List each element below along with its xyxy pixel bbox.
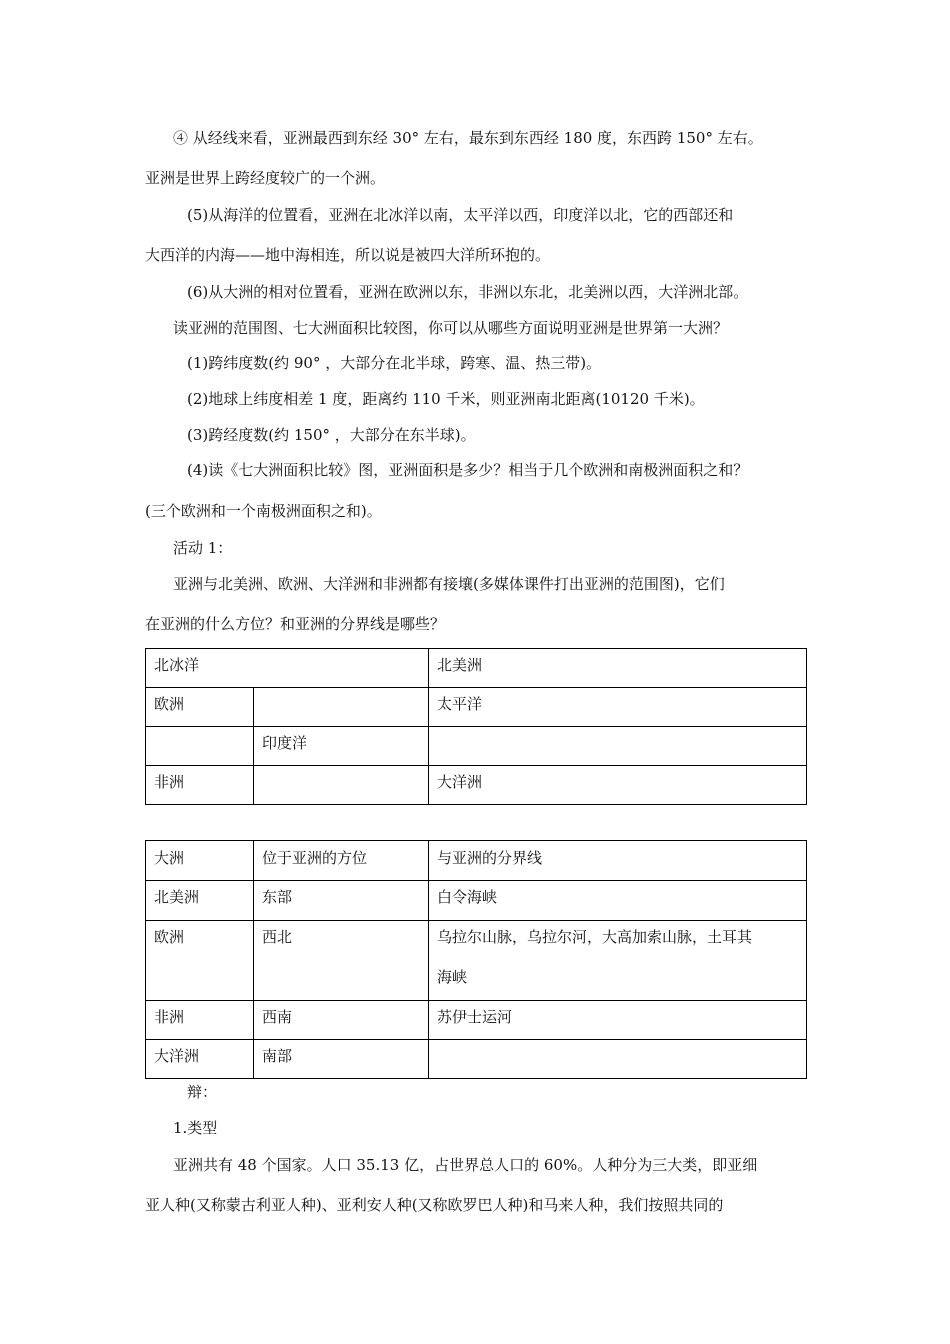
section-heading: 1.类型: [173, 1119, 218, 1137]
table-header-row: [146, 841, 807, 881]
table-cell: 非洲: [146, 1001, 254, 1040]
paragraph-distance: (2)地球上纬度相差 1 度，距离约 110 千米，则亚洲南北距离(10120 千米)。: [187, 390, 705, 408]
position-table: [145, 648, 807, 805]
discussion-label: 辩：: [187, 1083, 218, 1101]
paragraph-latitude: (1)跨纬度数(约 90° ，大部分在北半球，跨寒、温、热三带)。: [187, 354, 602, 372]
table-row: [146, 688, 807, 727]
paragraph-population-cont: 亚人种(又称蒙古利亚人种)、亚利安人种(又称欧罗巴人种)和马来人种，我们按照共同的: [145, 1196, 724, 1214]
table-cell: 北美洲: [429, 649, 807, 688]
paragraph-area-answer: (三个欧洲和一个南极洲面积之和)。: [145, 502, 382, 520]
table-row: [146, 649, 807, 688]
paragraph-longitude-span: (3)跨经度数(约 150° ，大部分在东半球)。: [187, 426, 476, 444]
table-cell: 西南: [254, 1001, 429, 1040]
table-cell: [429, 1040, 807, 1079]
table-cell: 东部: [254, 881, 429, 921]
table-cell: 大洋洲: [429, 766, 807, 805]
table-row: [146, 921, 807, 1001]
table-cell: 南部: [254, 1040, 429, 1079]
table-cell: [254, 688, 429, 727]
table-cell: 欧洲: [146, 688, 254, 727]
table-row: [146, 1001, 807, 1040]
paragraph-population: 亚洲共有 48 个国家。人口 35.13 亿，占世界总人口的 60%。人种分为三大类，即亚细: [173, 1156, 758, 1174]
paragraph-activity-cont: 在亚洲的什么方位？和亚洲的分界线是哪些？: [145, 615, 446, 633]
table-cell: 北冰洋: [146, 649, 429, 688]
table-cell: 非洲: [146, 766, 254, 805]
paragraph-longitude: ④ 从经线来看，亚洲最西到东经 30° 左右，最东到东西经 180 度，东西跨 150° 左右。: [173, 129, 763, 147]
table-cell: 印度洋: [254, 727, 429, 766]
table-cell: 苏伊士运河: [429, 1001, 807, 1040]
table-row: [146, 727, 807, 766]
table-cell: 西北: [254, 921, 429, 1001]
table-row: [146, 1040, 807, 1079]
paragraph-activity: 亚洲与北美洲、欧洲、大洋洲和非洲都有接壤(多媒体课件打出亚洲的范围图)，它们: [173, 575, 725, 593]
table-cell: [429, 727, 807, 766]
table-row: [146, 766, 807, 805]
table-header-cell: 大洲: [146, 841, 254, 881]
paragraph-longitude-cont: 亚洲是世界上跨经度较广的一个洲。: [145, 169, 386, 187]
paragraph-ocean: (5)从海洋的位置看，亚洲在北冰洋以南，太平洋以西，印度洋以北，它的西部还和: [187, 206, 734, 224]
activity-label: 活动 1：: [173, 539, 233, 557]
table-cell: 欧洲: [146, 921, 254, 1001]
table-cell: 大洋洲: [146, 1040, 254, 1079]
table-header-cell: 与亚洲的分界线: [429, 841, 807, 881]
table-row: [146, 881, 807, 921]
paragraph-relative-position: (6)从大洲的相对位置看，亚洲在欧洲以东，非洲以东北，北美洲以西，大洋洲北部。: [187, 283, 749, 301]
paragraph-question: 读亚洲的范围图、七大洲面积比较图，你可以从哪些方面说明亚洲是世界第一大洲？: [173, 319, 729, 337]
boundary-table: [145, 840, 807, 1079]
table-cell: [146, 727, 254, 766]
paragraph-ocean-cont: 大西洋的内海——地中海相连，所以说是被四大洋所环抱的。: [145, 246, 551, 264]
paragraph-area: (4)读《七大洲面积比较》图，亚洲面积是多少？相当于几个欧洲和南极洲面积之和？: [187, 461, 749, 479]
table-header-cell: 位于亚洲的方位: [254, 841, 429, 881]
table-cell: [254, 766, 429, 805]
table-cell: 乌拉尔山脉，乌拉尔河，大高加索山脉，土耳其 海峡: [429, 921, 807, 1001]
table-cell: 北美洲: [146, 881, 254, 921]
table-cell: 太平洋: [429, 688, 807, 727]
table-cell: 白令海峡: [429, 881, 807, 921]
